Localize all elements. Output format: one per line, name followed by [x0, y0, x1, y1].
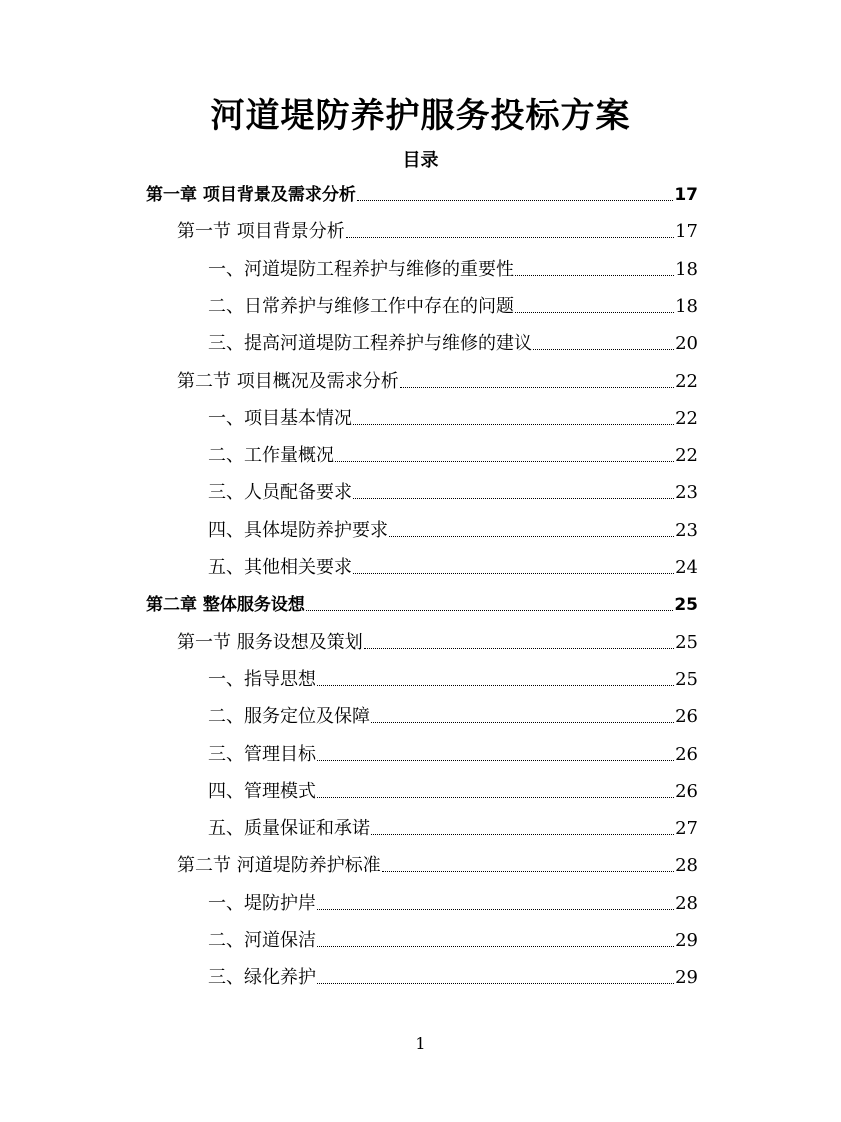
toc-section-entry[interactable]	[177, 626, 698, 654]
toc-leader-dots	[364, 648, 674, 649]
document-title: 河道堤防养护服务投标方案	[210, 96, 631, 136]
toc-subsection-entry[interactable]	[208, 700, 698, 728]
toc-leader-dots	[371, 834, 674, 835]
toc-leader-dots	[335, 461, 674, 462]
page-number: 1	[415, 1034, 426, 1053]
toc-leader-dots	[400, 387, 674, 388]
toc-leader-dots	[515, 312, 674, 313]
toc-leader-dots	[317, 797, 674, 798]
toc-entry-page: 20	[675, 333, 698, 355]
toc-entry-label: 三、绿化养护	[208, 967, 316, 989]
toc-entry-page: 17	[674, 185, 698, 205]
toc-leader-dots	[389, 536, 674, 537]
toc-entry-label: 三、人员配备要求	[208, 482, 352, 504]
toc-chapter-entry[interactable]	[146, 178, 698, 206]
toc-entry-page: 23	[675, 482, 698, 504]
toc-subsection-entry[interactable]	[208, 663, 698, 691]
toc-leader-dots	[353, 424, 674, 425]
toc-leader-dots	[357, 200, 673, 201]
toc-entry-page: 22	[675, 370, 698, 392]
toc-subsection-entry[interactable]	[208, 812, 698, 840]
toc-leader-dots	[306, 610, 673, 611]
toc-leader-dots	[371, 722, 674, 723]
toc-entry-label: 四、管理模式	[208, 780, 316, 802]
toc-entry-label: 五、质量保证和承诺	[208, 818, 370, 840]
toc-entry-label: 二、河道保洁	[208, 930, 316, 951]
toc-chapter-entry[interactable]	[146, 588, 698, 616]
toc-entry-label: 二、日常养护与维修工作中存在的问题	[208, 295, 514, 317]
toc-leader-dots	[346, 237, 674, 238]
toc-entry-label: 二、工作量概况	[208, 445, 334, 467]
toc-entry-label: 三、提高河道堤防工程养护与维修的建议	[208, 333, 532, 355]
toc-entry-label: 一、堤防护岸	[208, 892, 316, 914]
toc-entry-page: 25	[675, 668, 698, 690]
toc-entry-page: 17	[675, 221, 698, 243]
toc-leader-dots	[317, 909, 674, 910]
toc-subsection-entry[interactable]	[208, 290, 698, 318]
toc-entry-label: 一、河道堤防工程养护与维修的重要性	[208, 258, 514, 280]
toc-entry-page: 26	[675, 780, 698, 802]
toc-subsection-entry[interactable]	[208, 551, 698, 579]
toc-entry-page: 26	[675, 743, 698, 765]
toc-section-entry[interactable]	[177, 849, 698, 877]
toc-entry-page: 28	[675, 892, 698, 914]
toc-entry-label: 三、管理目标	[208, 743, 316, 765]
toc-entry-label: 五、其他相关要求	[208, 557, 352, 578]
toc-section-entry[interactable]	[177, 365, 698, 393]
toc-leader-dots	[317, 685, 674, 686]
toc-entry-label: 一、项目基本情况	[208, 407, 352, 429]
toc-subsection-entry[interactable]	[208, 924, 698, 952]
toc-section-entry[interactable]	[177, 215, 698, 243]
toc-entry-label: 第一章 项目背景及需求分析	[146, 185, 356, 205]
toc-leader-dots	[353, 573, 674, 574]
toc-entry-label: 第一节 服务设想及策划	[177, 631, 363, 653]
toc-leader-dots	[382, 871, 674, 872]
toc-entry-label: 四、具体堤防养护要求	[208, 519, 388, 541]
toc-leader-dots	[317, 946, 674, 947]
toc-subsection-entry[interactable]	[208, 738, 698, 766]
toc-subsection-entry[interactable]	[208, 402, 698, 430]
toc-leader-dots	[353, 498, 674, 499]
toc-subsection-entry[interactable]	[208, 887, 698, 915]
toc-entry-page: 23	[675, 519, 698, 541]
toc-entry-page: 25	[674, 595, 698, 616]
toc-subsection-entry[interactable]	[208, 961, 698, 989]
toc-leader-dots	[317, 760, 674, 761]
toc-leader-dots	[533, 349, 674, 350]
toc-subsection-entry[interactable]	[208, 476, 698, 504]
toc-leader-dots	[317, 983, 674, 984]
toc-entry-label: 第二节 项目概况及需求分析	[177, 370, 399, 392]
toc-entry-label: 第二节 河道堤防养护标准	[177, 855, 381, 877]
toc-entry-label: 一、指导思想	[208, 668, 316, 690]
toc-entry-page: 29	[675, 930, 698, 951]
toc-entry-page: 27	[675, 818, 698, 840]
toc-subsection-entry[interactable]	[208, 514, 698, 542]
toc-subsection-entry[interactable]	[208, 327, 698, 355]
toc-subsection-entry[interactable]	[208, 775, 698, 803]
toc-entry-page: 18	[675, 258, 698, 280]
toc-entry-label: 二、服务定位及保障	[208, 706, 370, 728]
toc-entry-label: 第二章 整体服务设想	[146, 595, 305, 616]
toc-entry-page: 18	[675, 295, 698, 317]
toc-entry-page: 22	[675, 407, 698, 429]
toc-entry-page: 25	[675, 631, 698, 653]
toc-entry-page: 29	[675, 967, 698, 989]
toc-entry-page: 28	[675, 855, 698, 877]
toc-entry-page: 26	[675, 706, 698, 728]
toc-entry-page: 22	[675, 445, 698, 467]
toc-subsection-entry[interactable]	[208, 253, 698, 281]
toc-heading: 目录	[402, 150, 439, 171]
toc-entry-page: 24	[675, 557, 698, 578]
toc-entry-label: 第一节 项目背景分析	[177, 221, 345, 243]
toc-subsection-entry[interactable]	[208, 439, 698, 467]
toc-leader-dots	[515, 275, 674, 276]
